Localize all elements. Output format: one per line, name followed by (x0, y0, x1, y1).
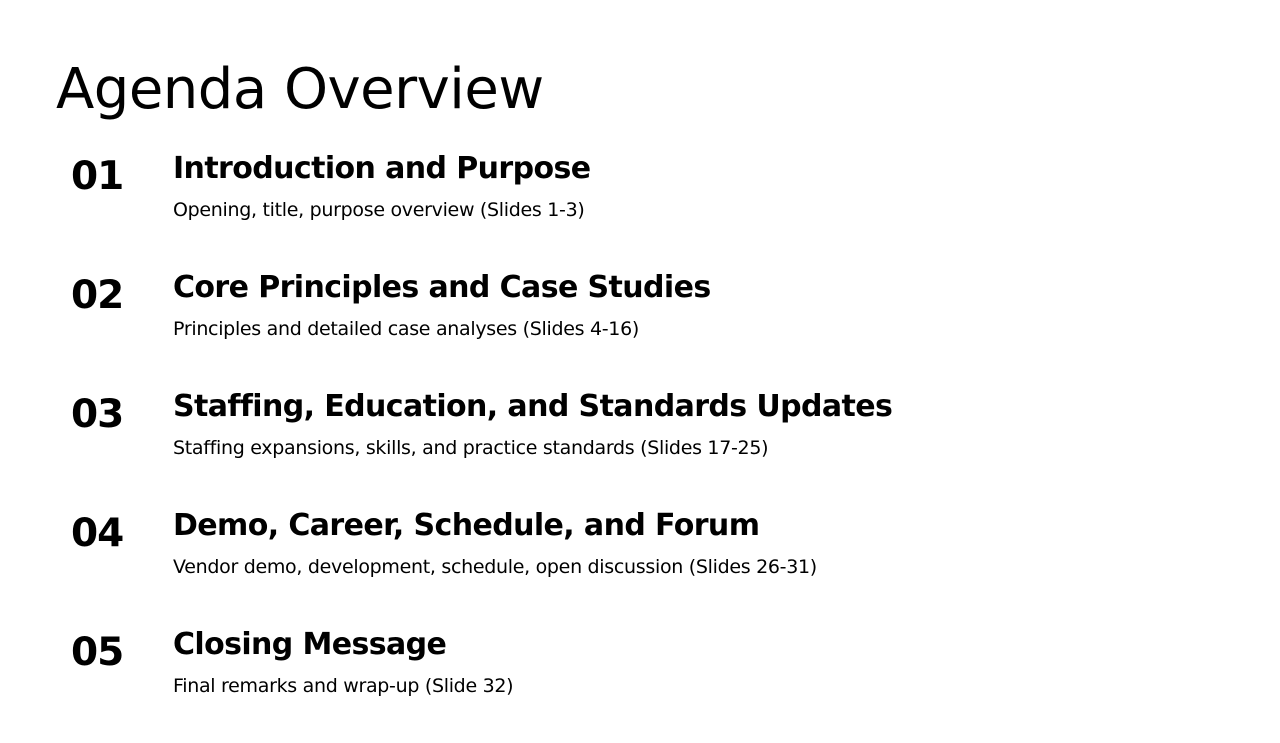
agenda-item-number: 02 (71, 273, 124, 318)
agenda-item-heading: Introduction and Purpose (173, 151, 591, 186)
agenda-item-number: 05 (71, 630, 124, 675)
page-title: Agenda Overview (56, 57, 544, 122)
agenda-item-number: 03 (71, 392, 124, 437)
agenda-item-heading: Staffing, Education, and Standards Updates (173, 389, 893, 424)
agenda-item-heading: Closing Message (173, 627, 447, 662)
agenda-item-description: Principles and detailed case analyses (Slides 4-16) (173, 318, 639, 340)
agenda-item-description: Vendor demo, development, schedule, open discussion (Slides 26-31) (173, 556, 817, 578)
agenda-item-03 (0, 386, 1280, 505)
agenda-item-number: 04 (71, 511, 124, 556)
agenda-item-02 (0, 267, 1280, 386)
agenda-item-05 (0, 624, 1280, 743)
agenda-item-description: Opening, title, purpose overview (Slides 1-3) (173, 199, 585, 221)
agenda-item-number: 01 (71, 154, 124, 199)
agenda-item-heading: Core Principles and Case Studies (173, 270, 711, 305)
agenda-item-description: Final remarks and wrap-up (Slide 32) (173, 675, 514, 697)
agenda-item-heading: Demo, Career, Schedule, and Forum (173, 508, 760, 543)
agenda-list (0, 148, 1280, 743)
agenda-item-04 (0, 505, 1280, 624)
agenda-item-description: Staffing expansions, skills, and practice standards (Slides 17-25) (173, 437, 769, 459)
agenda-item-01 (0, 148, 1280, 267)
